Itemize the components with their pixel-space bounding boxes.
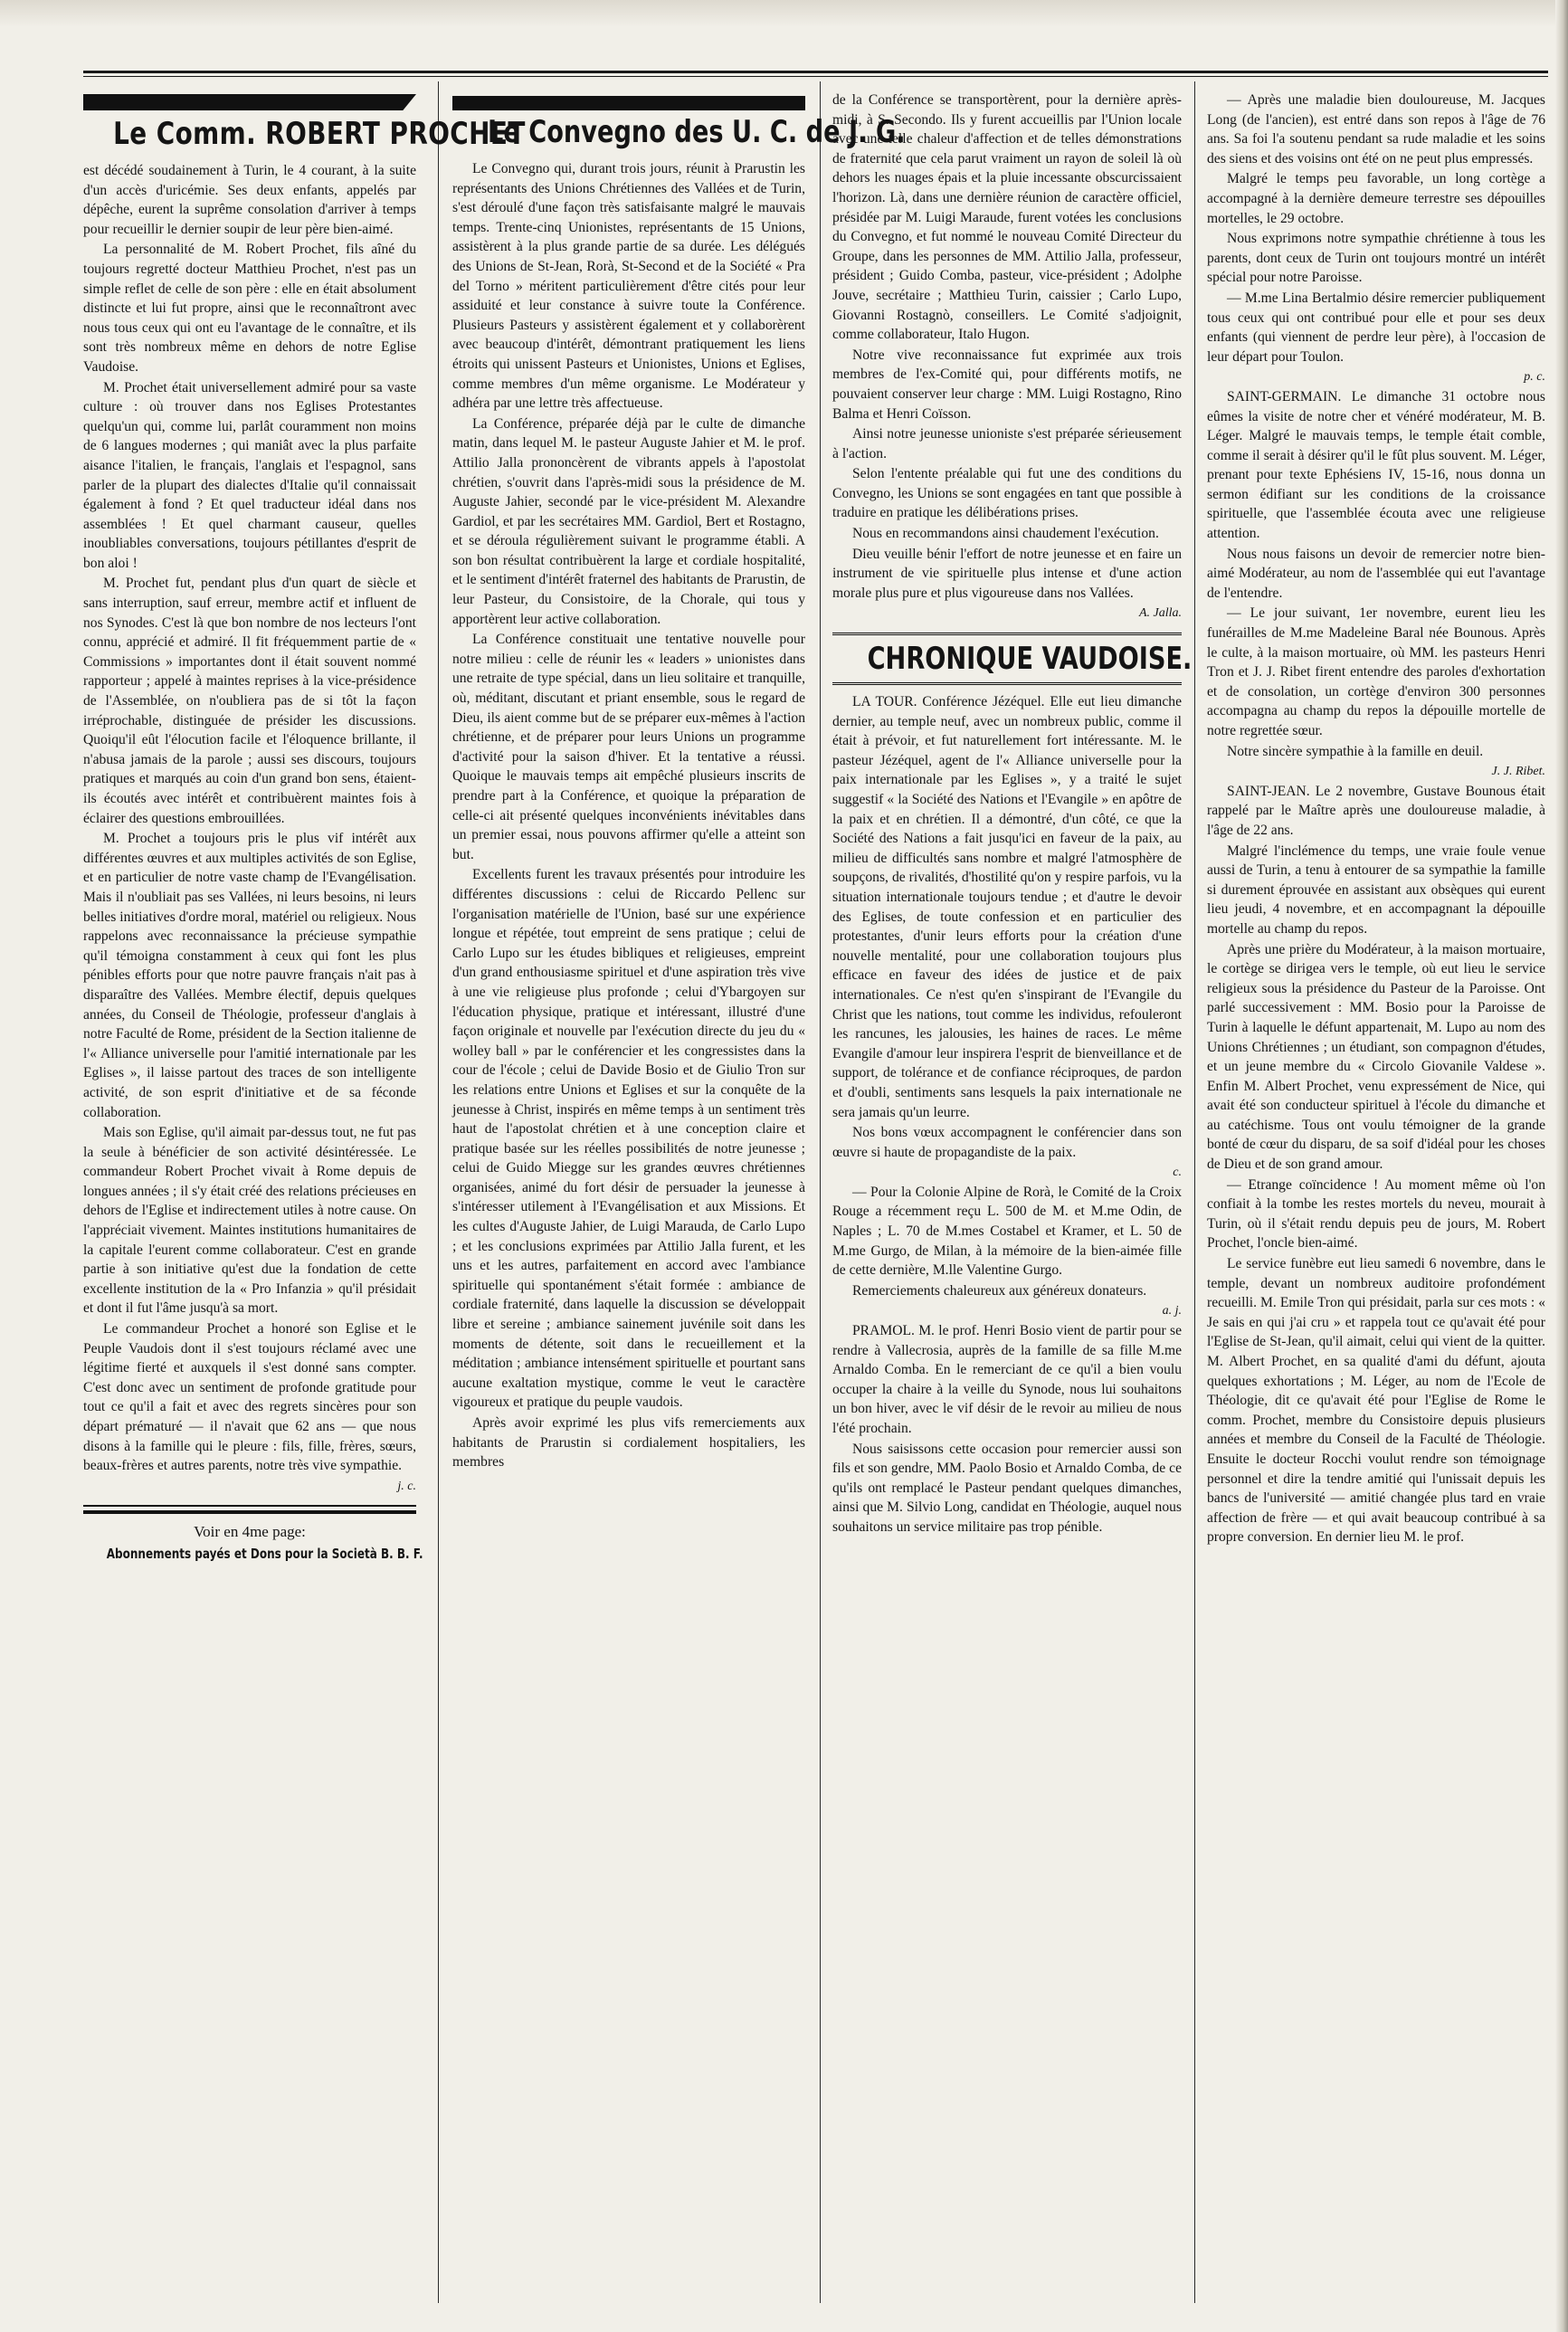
paragraph: Selon l'entente préalable qui fut une des conditions du Convegno, les Unions se sont engagées en tant que possible à traduire en pratique les délibérations prises. <box>832 466 1182 521</box>
headline-bar <box>83 94 416 110</box>
paragraph: — Etrange coïncidence ! Au moment même où l'on confiait à la tombe les restes mortels du neveu, mourait à Turin, où il s'était rendu depuis peu de jours, M. Robert Prochet, l'oncle bien-aimé. <box>1207 1176 1545 1252</box>
see-page-notice: Voir en 4me page: <box>194 1523 306 1541</box>
column-divider <box>1194 81 1195 2303</box>
separator-rule <box>83 1505 416 1507</box>
signature: J. J. Ribet. <box>1491 765 1545 779</box>
paragraph: — Après une maladie bien douloureuse, M. Jacques Long (de l'ancien), est entré dans son repos à l'âge de 76 ans. Sa foi l'a soutenu pendant sa rude maladie et les soins des siens et des voisins ont été on ne peut plus empressés. <box>1207 92 1545 167</box>
paragraph: Nos bons vœux accompagnent le conférencier dans son œuvre si haute de propagandiste de la paix. <box>832 1125 1182 1160</box>
paragraph: Nous saisissons cette occasion pour remercier aussi son fils et son gendre, MM. Paolo Bosio et Arnaldo Comba, de ce qu'ils ont remplacé le Pasteur pendant quelques dimanches, ainsi que M. Silvio Long, candidat en Théologie, auquel nous souhaitons un service militaire pas trop pénible. <box>832 1441 1182 1535</box>
paragraph: Notre sincère sympathie à la famille en deuil. <box>1227 743 1484 759</box>
article-title-convegno: Le Convegno des U. C. de J. G. <box>488 114 906 150</box>
column-divider <box>820 81 821 2303</box>
column-2 <box>452 90 906 2289</box>
paragraph: SAINT-JEAN. Le 2 novembre, Gustave Bounous était rappelé par le Maître après une douloureuse maladie, à l'âge de 22 ans. <box>1207 783 1545 838</box>
paragraph: Après avoir exprimé les plus vifs remerciements aux habitants de Prarustin si cordialement hospitaliers, les membres <box>452 1415 805 1471</box>
section-header-box <box>832 633 1193 685</box>
paragraph: de la Conférence se transportèrent, pour la dernière après-midi, à S. Secondo. Ils y furent accueillis par l'Union locale avec une telle chaleur d'affection et de telles démonstrations de fraternité que cela parut vraiment un rayon de soleil là où dehors les nuages épais et la pluie incessante obscurcissaient l'horizon. Là, dans une dernière réunion de caractère officiel, présidée par M. Luigi Maraude, furent votées les conclusions du Convegno, et fut nommé le nouveau Comité Directeur du Groupe, dans les personnes de MM. Attilio Jalla, professeur, président ; Guido Comba, pasteur, vice-président ; Adolphe Jouve, secrétaire ; Matthieu Turin, caissier ; Carlo Lupo, Giovanni Rostagnò, conseillers. Le Comité s'adjoignit, comme collaborateur, Italo Hugon. <box>832 92 1182 343</box>
paragraph: — M.me Lina Bertalmio désire remercier publiquement tous ceux qui ont contribué pour elle et pour ses deux enfants (qui viennent de perdre leur père), à l'occasion de leur départ pour Toulon. <box>1207 290 1545 365</box>
paragraph: Dieu veuille bénir l'effort de notre jeunesse et en faire un instrument de vie spirituelle plus intense et d'une action morale plus pure et plus vigoureuse dans nos Vallées. <box>832 546 1182 601</box>
paragraph: Mais son Eglise, qu'il aimait par-dessus tout, ne fut pas la seule à bénéficier de son activité désintéressée. Le commandeur Robert Prochet vivait à Rome depuis de longues années ; il s'y était créé des relations précieuses en dehors de l'Eglise et indirectement utiles à notre cause. On l'appréciait vivement. Maintes institutions humanitaires de la capitale l'eurent comme collaborateur. C'est en grande partie à son initiative qu'est due la fondation de cette excellente institution de la « Pro Infanzia » qu'il présidait et dont il fut l'âme jusqu'à sa mort. <box>83 1125 416 1317</box>
paragraph: Malgré l'inclémence du temps, une vraie foule venue aussi de Turin, a tenu à entourer de sa sympathie la famille si durement éprouvée en assistant aux obsèques qui eurent lieu jeudi, 4 novembre, et en accompagnant la dépouille mortelle au champ du repos. <box>1207 842 1545 937</box>
paragraph: Nous en recommandons ainsi chaudement l'exécution. <box>852 526 1159 542</box>
signature: j. c. <box>397 1479 416 1493</box>
paragraph: Remerciements chaleureux aux généreux donateurs. <box>852 1282 1147 1299</box>
column-4 <box>1207 90 1545 2289</box>
paragraph: Le service funèbre eut lieu samedi 6 novembre, dans le temple, devant un nombreux auditoire profondément recueilli. M. Emile Tron qui présidait, parla sur ces mots : « Je sais en qui j'ai cru » et rappela tout ce qu'avait été pour l'Eglise de St-Jean, qu'il aimait, celui qui vient de la quitter. M. Albert Prochet, en sa qualité d'ami du défunt, ajouta quelques exhortations ; M. Léger, au nom de l'Ecole de Théologie, dit ce qu'avait été pour l'Eglise de Rome le comm. Prochet, membre du Consistoire depuis plusieurs années et membre du Conseil de la Faculté de Théologie. Ensuite le docteur Rocchi voulut rendre son témoignage personnel et dire la tendre amitié qui l'unissait depuis les bancs de l'université — amitié changée plus tard en vraie affection de frère — et qui avait beaucoup contribué à sa propre conversion. En dernier lieu M. le prof. <box>1207 1256 1545 1546</box>
column-divider <box>438 81 439 2303</box>
column-1 <box>83 90 526 2289</box>
paragraph: LA TOUR. Conférence Jézéquel. Elle eut lieu dimanche dernier, au temple neuf, avec un nombreux public, comme il était à prévoir, et fut naturellement fort intéressante. M. le pasteur Jézéquel, agent de l'« Alliance universelle pour la paix internationale par les Eglises », y a traité le sujet suggestif « la Société des Nations et l'Evangile » en apôtre de la paix et en chrétien. Il a démontré, d'un côté, ce que la Société des Nations a fait jusqu'ici en faveur de la paix, au milieu de difficultés sans nombre et malgré l'atmosphère de soupçons, de rivalités, d'hostilité qu'on y respire parfois, vu la situation internationale toujours tendue ; et d'autre le devoir des Eglises, de toute confession et en particulier des protestantes, d'unir leurs efforts pour la création d'une nouvelle mentalité, pour une collaboration toujours plus efficace en faveur des idées de justice et de paix internationales. Ce n'est qu'en s'inspirant de l'Evangile du Christ que les nations, tout comme les individus, refouleront les rancunes, les jalousies, les haines de races. Le même Evangile d'amour leur inspirera l'esprit de bienveillance et de support, de tolérance et de confiance réciproques, de pardon et d'oubli, sentiments sans lesquels la paix internationale ne sera jamais qu'un leurre. <box>832 694 1182 1120</box>
paragraph: M. Prochet fut, pendant plus d'un quart de siècle et sans interruption, sauf erreur, membre actif et influent de nos Synodes. C'est là que bon nombre de nos lecteurs l'ont connu, apprécié et admiré. Il fit fréquemment partie de « Commissions » importantes dont il était souvent nommé rapporteur ; appelé à maintes reprises à la vice-présidence de l'Assemblée, on n'oubliera pas de si tôt la façon irréprochable, distinguée de présider les discussions. Quoiqu'il eût l'élocution facile et l'éloquence brillante, il n'abusa jamais de la parole ; aussi ses discours, toujours pratiques et marqués au coin d'un grand bon sens, étaient-ils écoutés avec intérêt et contribuèrent maintes fois à éclairer des questions embrouillées. <box>83 576 416 826</box>
scan-right-edge <box>1555 0 1568 2332</box>
paragraph: Nous exprimons notre sympathie chrétienne à tous les parents, dont ceux de Turin ont toujours montré un intérêt spécial pour notre Paroisse. <box>1207 231 1545 286</box>
paragraph: M. Prochet était universellement admiré pour sa vaste culture : où trouver dans nos Eglises Protestantes quelqu'un qui, comme lui, parlât couramment non moins de 6 langues modernes ; qui maniât avec la plus parfaite aisance l'italien, le français, l'anglais et l'espagnol, sans parler de la plupart des dialectes d'Italie qu'il connaissait également à fond ? Et quel traducteur idéal dans nos assemblées ! Et quel charmant causeur, quelles inoubliables conversations, toujours pétillantes d'esprit de bon aloi ! <box>83 379 416 571</box>
paragraph: Le Convegno qui, durant trois jours, réunit à Prarustin les représentants des Unions Chrétiennes des Vallées et de Turin, s'est déroulé d'une façon très satisfaisante malgré le mauvais temps. Trente-cinq Unionistes, représentants de 15 Unions, assistèrent à la plus grande partie de sa durée. Les délégués des Unions de St-Jean, Rorà, St-Second et de la Société « Pra del Torno » méritent particulièrement d'être cités pour leur assiduité et leur constance à suivre toute la Conférence. Plusieurs Pasteurs y assistèrent également et y collaborèrent avec beaucoup d'intérêt, démontrant pratiquement les liens étroits qui unissent Pasteurs et Unionistes, Unions et Eglises, comme membres d'un même organisme. Le Modérateur y adhéra par une lettre très affectueuse. <box>452 161 805 412</box>
article-title-prochet: Le Comm. ROBERT PROCHET <box>113 116 526 152</box>
section-title-chronique: CHRONIQUE VAUDOISE. <box>867 641 1193 678</box>
paragraph: — Pour la Colonie Alpine de Rorà, le Comité de la Croix Rouge a récemment reçu L. 500 de M. et M.me Odin, de Naples ; L. 70 de M.mes Costabel et Kramer, et L. 50 de M.me Gurgo, de Milan, à la mémoire de la bien-aimée fille de cette dernière, M.lle Valentine Gurgo. <box>832 1184 1182 1279</box>
column-3 <box>832 90 1193 2289</box>
paragraph: Notre vive reconnaissance fut exprimée aux trois membres de l'ex-Comité qui, pour différents motifs, ne pouvaient conserver leur charge : MM. Luigi Rostagno, Rino Balma et Henri Coïsson. <box>832 347 1182 422</box>
paragraph: Le commandeur Prochet a honoré son Eglise et le Peuple Vaudois dont il s'est toujours réclamé avec une légitime fierté et auxquels il s'est donné sans compter. C'est donc avec un sentiment de profonde gratitude pour tout ce qu'il a fait et avec des regrets sincères pour son départ prématuré — il n'avait que 62 ans — que nous disons à la famille qui le pleure : fils, fille, frères, sœurs, beaux-frères et autres parents, notre très vive sympathie. <box>83 1321 416 1474</box>
paragraph: La Conférence constituait une tentative nouvelle pour notre milieu : celle de réunir les « leaders » unionistes dans une retraite de type spécial, dans un lieu solitaire et tranquille, où, méditant, discutant et priant ensemble, sous le regard de Dieu, ils aient comme but de se préparer eux-mêmes à l'action chrétienne, et de préparer pour leurs Unions un programme d'activité pour la saison d'hiver. Et la tentative a réussi. Quoique le mauvais temps ait empêché plusieurs inscrits de prendre part à la Conférence, et quoique la préparation de celle-ci ait présenté quelques inconvénients inévitables dans un premier essai, nous pouvons affirmer qu'elle a atteint son but. <box>452 632 805 862</box>
top-rule <box>83 71 1548 73</box>
paragraph: Nous nous faisons un devoir de remercier notre bien-aimé Modérateur, au nom de l'assemblée qui eut l'avantage de l'entendre. <box>1207 546 1545 601</box>
scan-top-margin <box>0 0 1568 27</box>
paragraph: Ainsi notre jeunesse unioniste s'est préparée sérieusement à l'action. <box>832 426 1182 462</box>
signature: a. j. <box>1162 1304 1182 1318</box>
paragraph: M. Prochet a toujours pris le plus vif intérêt aux différentes œuvres et aux multiples activités de son Eglise, et en particulier de notre vaste champ de l'Evangélisation. Mais il n'oubliait pas ses Vallées, ni leurs besoins, ni leurs belles initiatives d'ordre moral, matériel ou religieux. Nous rappelons avec reconnaissance la précieuse sympathie qu'il témoigna constamment à ceux qui font les plus pénibles efforts pour que notre pauvre français n'ait pas à disparaître des Vallées. Membre électif, depuis quelques années, du Conseil de Théologie, professeur d'anglais à notre Faculté de Rome, président de la Section italienne de l'« Alliance universelle pour l'amitié internationale par les Eglises », il laisse partout des traces de son intelligente activité, de son esprit d'initiative et de sa féconde collaboration. <box>83 831 416 1120</box>
top-rule-thin <box>83 76 1548 77</box>
paragraph: est décédé soudainement à Turin, le 4 courant, à la suite d'un accès d'uricémie. Ses deux enfants, appelés par dépêche, eurent la suprême consolation d'arriver à temps pour recueillir le dernier soupir de leur père bien-aimé. <box>83 163 416 237</box>
paragraph: Excellents furent les travaux présentés pour introduire les différentes discussions : celui de Riccardo Pellenc sur l'organisation matérielle de l'Union, basé sur une expérience longue et répétée, tout empreint de sens pratique ; celui de Carlo Lupo sur les études bibliques et religieuses, empreint d'un grand enthousiasme spirituel et d'une aspiration très vive à une vie religieuse plus profonde ; celui d'Ybargoyen sur l'éducation physique, pratique et intéressant, illustré d'une façon originale et nouvelle par l'exécution directe du jeu du « wolley ball » par le conférencier et les congressistes dans la cour de l'école ; celui de Davide Bosio et de Giulio Tron sur les relations entre Unions et Eglises et sur la conquête de la jeunesse à Christ, inspirés en même temps à un sentiment très haut de l'apostolat chrétien et à une conception claire et pratique basée sur les réelles possibilités de notre jeunesse ; celui de Guido Miegge sur les grandes œuvres chrétiennes organisées, animé du fort désir de persuader la jeunesse à s'intéresser utilement à l'Evangélisation et aux Missions. Et les cultes d'Auguste Jahier, de Luigi Marauda, de Carlo Lupo ; et les conclusions exprimées par Attilio Jalla furent, et les uns et les autres, parfaitement en accord avec l'ambiance spirituelle qui spontanément s'était formée : ambiance de cordiale fraternité, dans laquelle la discussion se développait libre et sereine ; ambiance sainement juvénile soit dans les moments de détente, soit dans le recueillement et la méditation ; ambiance intensément spirituelle et pourtant sans aucune exaltation mystique, comme le veut le caractère vigoureux et pratique du peuple vaudois. <box>452 867 805 1411</box>
paragraph: SAINT-GERMAIN. Le dimanche 31 octobre nous eûmes la visite de notre cher et vénéré modérateur, M. B. Léger. Malgré le mauvais temps, le temple était comble, comme il serait à désirer qu'il le fût plus souvent. M. Léger, prenant pour texte Ephésiens IV, 15-16, nous donna un sermon édifiant sur les conditions de la croissance spirituelle, que l'assemblée écouta avec une religieuse attention. <box>1207 388 1545 542</box>
separator-rule-thick <box>83 1510 416 1514</box>
signature: c. <box>1173 1166 1182 1180</box>
headline-bar <box>452 96 805 110</box>
paragraph: — Le jour suivant, 1er novembre, eurent lieu les funérailles de M.me Madeleine Baral née Bounous. Après le culte, à la maison mortuaire, où MM. les pasteurs Henri Tron et J. J. Ribet firent entendre des paroles d'exhortation et de consolation, un cortège d'environ 300 personnes accompagna au champ du repos la dépouille mortelle de notre regrettée sœur. <box>1207 605 1545 738</box>
paragraph: PRAMOL. M. le prof. Henri Bosio vient de partir pour se rendre à Vallecrosia, auprès de la famille de sa fille M.me Arnaldo Comba. En le remerciant de ce qu'il a bien voulu occuper la chaire à la veille du Synode, nous lui souhaitons un bon hiver, avec le vif désir de le revoir au milieu de nous l'été prochain. <box>832 1323 1182 1436</box>
paragraph: La personnalité de M. Robert Prochet, fils aîné du toujours regretté docteur Matthieu Prochet, n'est pas un simple reflet de celle de son père : elle en était absolument distincte et lui fut propre, ainsi que le reconnaîtront avec nous tous ceux qui ont eu l'avantage de le connaître, et ils sont très nombreux même en dehors de notre Eglise Vaudoise. <box>83 242 416 375</box>
signature: p. c. <box>1524 370 1545 385</box>
paragraph: Malgré le temps peu favorable, un long cortège a accompagné à la dernière demeure terrestre ses dépouilles mortelles, le 29 octobre. <box>1207 171 1545 226</box>
paragraph: Après une prière du Modérateur, à la maison mortuaire, le cortège se dirigea vers le temple, où eut lieu le service religieux sous la présidence du Pasteur de la Paroisse. Ont parlé successivement : MM. Bosio pour la Paroisse de Turin à laquelle le défunt appartenait, M. Lupo au nom des Unions Chrétiennes ; un étudiant, son compagnon d'études, et un jeune membre du « Circolo Giovanile Valdese ». Enfin M. Albert Prochet, venu expressément de Nice, qui avait été son conducteur spirituel à l'école du dimanche et au catéchisme. Tous ont voulu témoigner de la grande bonté de cœur du disparu, de sa soif d'idéal pour les choses de Dieu et de son grand amour. <box>1207 941 1545 1173</box>
signature: A. Jalla. <box>1138 606 1182 621</box>
subscriptions-notice: Abonnements payés et Dons pour la Società B. B. F. <box>106 1546 423 1563</box>
paragraph: La Conférence, préparée déjà par le culte de dimanche matin, dans lequel M. le pasteur Auguste Jahier et M. le prof. Attilio Jalla prononcèrent de vibrants appels à l'apostolat chrétien, s'ouvrit dans l'après-midi sous la présidence de M. Auguste Jahier, secondé par le vice-président M. Alexandre Gardiol, et par les secrétaires MM. Gardiol, Bert et Rostagno, et se déroula régulièrement suivant le programme établi. A son bon résultat contribuèrent la large et cordiale hospitalité, et le sentiment d'intérêt fraternel des habitants de Prarustin, de leur Pasteur, du Consistoire, de la Chorale, qui tous y apportèrent leur active collaboration. <box>452 415 805 627</box>
